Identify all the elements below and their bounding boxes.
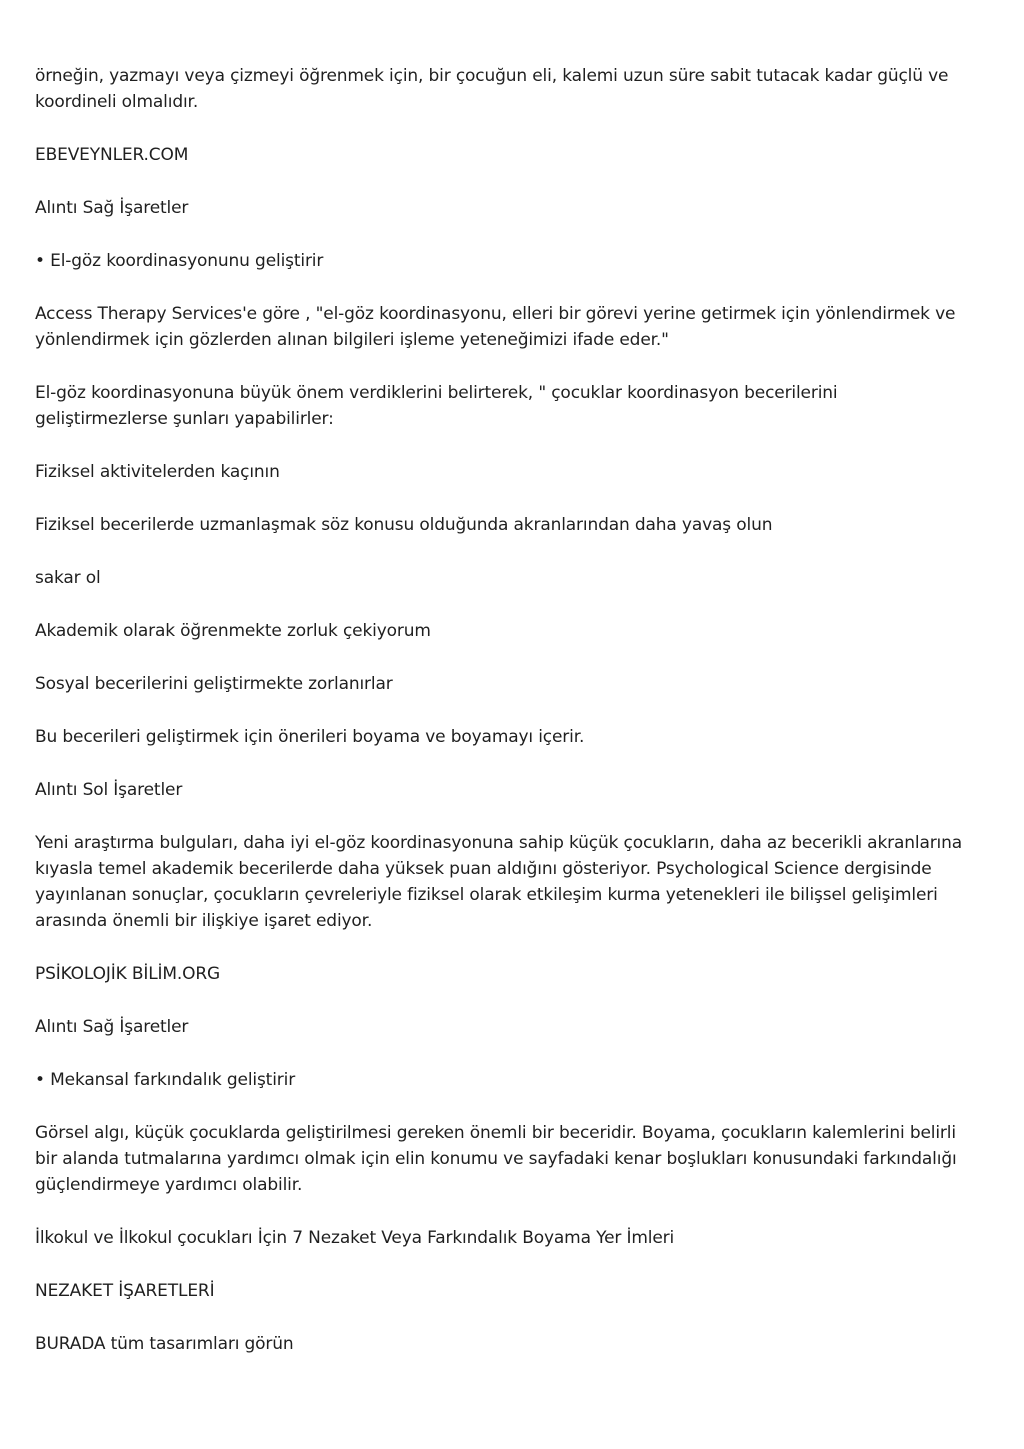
paragraph-access-therapy: Access Therapy Services'e göre , "el-göz koordinasyonu, elleri bir görevi yerine getirmek için yönlendirmek ve yönlendirmek için gözlerden alınan bilgileri işleme yeteneğimizi ifade eder." [35,304,956,350]
bullet-hand-eye: • El-göz koordinasyonunu geliştirir [35,251,324,271]
list-item-slower: Fiziksel becerilerde uzmanlaşmak söz konusu olduğunda akranlarından daha yavaş olun [35,515,773,535]
quote-right-marks: Alıntı Sağ İşaretler [35,198,189,218]
bullet-spatial: • Mekansal farkındalık geliştirir [35,1070,296,1090]
source-psychological-science: PSİKOLOJİK BİLİM.ORG [35,964,221,984]
source-ebeveynler: EBEVEYNLER.COM [35,145,189,165]
bookmarks-title: İlkokul ve İlkokul çocukları İçin 7 Nezaket Veya Farkındalık Boyama Yer İmleri [35,1228,675,1248]
paragraph-suggestions: Bu becerileri geliştirmek için önerileri boyama ve boyamayı içerir. [35,727,585,747]
paragraph-visual-perception: Görsel algı, küçük çocuklarda geliştirilmesi gereken önemli bir beceridir. Boyama, çocukların kalemlerini belirli bir alanda tutmalarına yardımcı olmak için elin konumu ve sayfadaki kenar boşlukları konusundaki farkındalığı güçlendirmeye yardımcı olabilir. [35,1123,957,1195]
list-item-social: Sosyal becerilerini geliştirmekte zorlanırlar [35,674,393,694]
kindness-marks: NEZAKET İŞARETLERİ [35,1281,215,1301]
list-item-avoid: Fiziksel aktivitelerden kaçının [35,462,280,482]
see-all-designs: BURADA tüm tasarımları görün [35,1334,294,1354]
list-item-clumsy: sakar ol [35,568,101,588]
quote-right-marks-2: Alıntı Sağ İşaretler [35,1017,189,1037]
list-item-academic: Akademik olarak öğrenmekte zorluk çekiyorum [35,621,431,641]
quote-left-marks: Alıntı Sol İşaretler [35,780,183,800]
paragraph-coordination: El-göz koordinasyonuna büyük önem verdiklerini belirterek, " çocuklar koordinasyon becerilerini geliştirmezlerse şunları yapabilirler: [35,383,838,429]
paragraph-research: Yeni araştırma bulguları, daha iyi el-göz koordinasyonuna sahip küçük çocukların, daha az becerikli akranlarına kıyasla temel akademik becerilerde daha yüksek puan aldığını gösteriyor. Psychological Science dergisinde yayınlanan sonuçlar, çocukların çevreleriyle fiziksel olarak etkileşim kurma yetenekleri ile bilişsel gelişimleri arasında önemli bir ilişkiye işaret ediyor. [35,833,963,931]
paragraph-intro: örneğin, yazmayı veya çizmeyi öğrenmek için, bir çocuğun eli, kalemi uzun süre sabit tutacak kadar güçlü ve koordineli olmalıdır. [35,66,949,112]
